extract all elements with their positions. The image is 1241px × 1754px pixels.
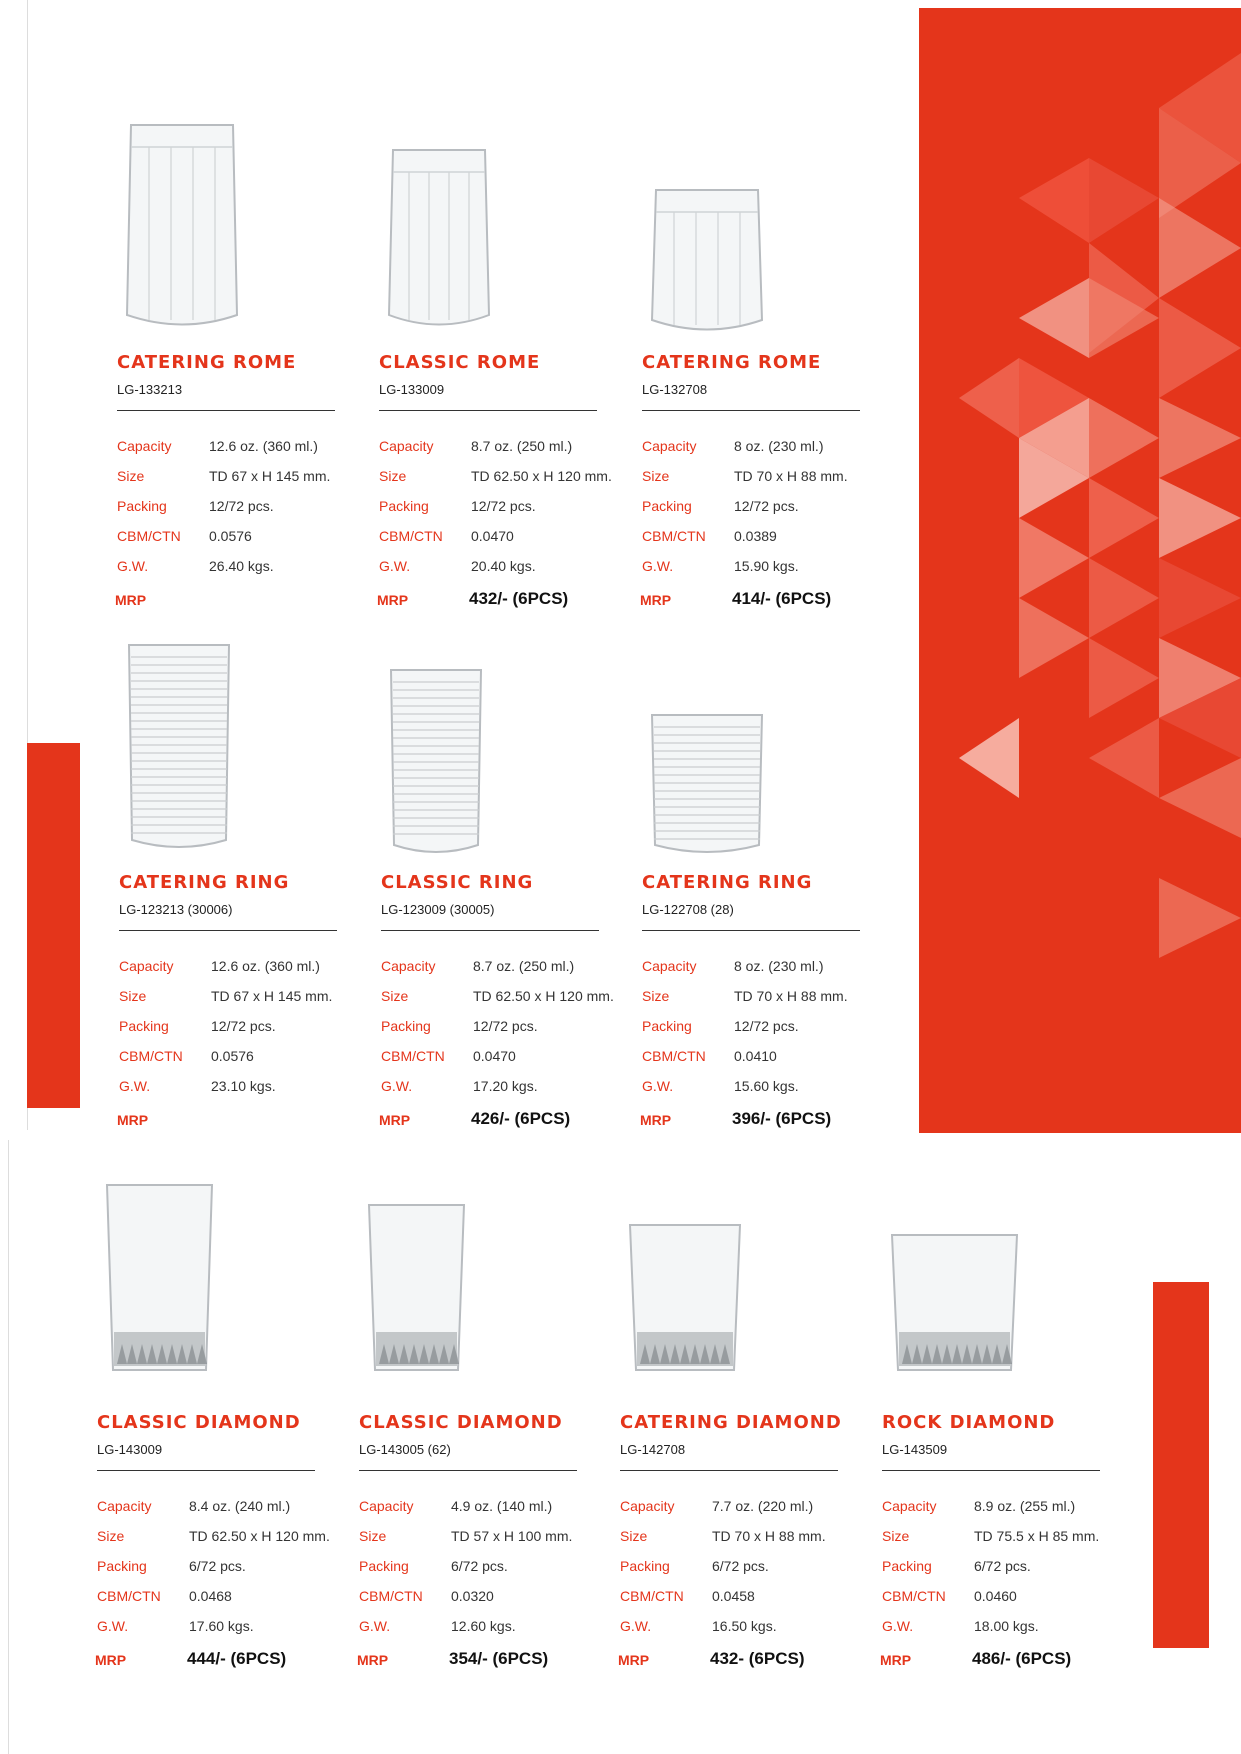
spec-row [117,498,377,518]
spec-label: CBM/CTN [381,1048,445,1064]
product-name: CLASSIC DIAMOND [97,1412,301,1433]
spec-label: G.W. [882,1618,914,1634]
product-name: CATERING RING [119,872,290,893]
mrp-label: MRP [618,1652,650,1668]
spec-value: TD 62.50 x H 120 mm. [473,988,614,1004]
spec-row [119,988,379,1008]
spec-row [882,1588,1142,1608]
spec-label: G.W. [119,1078,151,1094]
product-card [115,120,367,608]
spec-row [620,1528,880,1548]
spec-label: Capacity [97,1498,152,1514]
mrp-label: MRP [640,592,672,608]
spec-row [359,1588,619,1608]
left-edge-line-lower [8,1140,9,1754]
spec-label: G.W. [642,1078,674,1094]
spec-value: 12.6 oz. (360 ml.) [211,958,320,974]
spec-label: Packing [117,498,167,514]
spec-label: Capacity [642,438,697,454]
spec-value: TD 67 x H 145 mm. [209,468,331,484]
spec-label: Packing [379,498,429,514]
spec-value: 8.7 oz. (250 ml.) [473,958,575,974]
product-name: CATERING RING [642,872,813,893]
spec-label: Capacity [119,958,174,974]
spec-label: Size [620,1528,648,1544]
spec-value: TD 67 x H 145 mm. [211,988,333,1004]
spec-label: Capacity [381,958,436,974]
mrp-label: MRP [117,1112,149,1128]
spec-value: 17.20 kgs. [473,1078,538,1094]
spec-value: 6/72 pcs. [712,1558,769,1574]
spec-value: TD 62.50 x H 120 mm. [471,468,612,484]
mrp-row [357,1649,619,1672]
spec-row [359,1498,619,1518]
product-code: LG-133213 [117,382,183,397]
product-card [357,1180,609,1668]
spec-label: Packing [642,1018,692,1034]
spec-label: CBM/CTN [97,1588,161,1604]
mrp-label: MRP [377,592,409,608]
spec-row [97,1618,357,1638]
product-code: LG-143009 [97,1442,163,1457]
spec-value: 15.60 kgs. [734,1078,799,1094]
spec-label: G.W. [379,558,411,574]
spec-value: 0.0458 [712,1588,755,1604]
spec-row [882,1618,1142,1638]
spec-value: 0.0576 [211,1048,254,1064]
spec-label: Size [117,468,145,484]
spec-value: 7.7 oz. (220 ml.) [712,1498,814,1514]
mrp-value: 396/- (6PCS) [732,1109,832,1128]
product-name: CLASSIC RING [381,872,534,893]
spec-label: Packing [381,1018,431,1034]
spec-value: TD 70 x H 88 mm. [734,988,848,1004]
spec-row [882,1558,1142,1578]
spec-row [381,958,641,978]
spec-label: Size [359,1528,387,1544]
glass-image [381,640,581,855]
spec-value: 17.60 kgs. [189,1618,254,1634]
mrp-value: 354/- (6PCS) [449,1649,549,1668]
product-name: CLASSIC DIAMOND [359,1412,563,1433]
spec-value: 12/72 pcs. [211,1018,276,1034]
spec-row [642,1078,902,1098]
spec-value: 0.0410 [734,1048,777,1064]
spec-label: Packing [97,1558,147,1574]
spec-value: TD 75.5 x H 85 mm. [974,1528,1100,1544]
divider [642,410,860,411]
spec-value: 6/72 pcs. [974,1558,1031,1574]
spec-label: G.W. [642,558,674,574]
spec-row [359,1558,619,1578]
spec-row [642,558,902,578]
spec-label: CBM/CTN [119,1048,183,1064]
spec-row [379,558,639,578]
spec-row [642,1018,902,1038]
glass-image [642,640,842,855]
divider [119,930,337,931]
spec-row [642,528,902,548]
spec-label: CBM/CTN [642,1048,706,1064]
spec-row [117,528,377,548]
spec-value: 8 oz. (230 ml.) [734,438,824,454]
divider [620,1470,838,1471]
spec-value: 20.40 kgs. [471,558,536,574]
mrp-value: 486/- (6PCS) [972,1649,1072,1668]
mrp-value: 444/- (6PCS) [187,1649,287,1668]
spec-row [620,1558,880,1578]
spec-value: 8.9 oz. (255 ml.) [974,1498,1076,1514]
spec-row [381,1048,641,1068]
glass-image [359,1180,559,1395]
spec-value: TD 62.50 x H 120 mm. [189,1528,330,1544]
mrp-row [377,589,639,612]
spec-label: Size [379,468,407,484]
spec-label: Size [882,1528,910,1544]
spec-row [97,1498,357,1518]
spec-row [119,1018,379,1038]
spec-row [381,1078,641,1098]
spec-row [642,988,902,1008]
product-code: LG-133009 [379,382,445,397]
spec-row [119,958,379,978]
divider [381,930,599,931]
spec-value: 12/72 pcs. [209,498,274,514]
divider [117,410,335,411]
product-code: LG-142708 [620,1442,686,1457]
spec-label: Size [642,988,670,1004]
spec-label: Capacity [642,958,697,974]
mrp-row [119,1112,379,1132]
spec-value: 6/72 pcs. [189,1558,246,1574]
spec-value: 15.90 kgs. [734,558,799,574]
mrp-row [640,589,902,612]
spec-label: Capacity [117,438,172,454]
spec-value: TD 57 x H 100 mm. [451,1528,573,1544]
spec-row [642,958,902,978]
spec-label: Capacity [620,1498,675,1514]
divider [379,410,597,411]
glass-image [620,1180,820,1395]
glass-image [119,640,319,855]
spec-label: Packing [620,1558,670,1574]
spec-label: G.W. [97,1618,129,1634]
spec-row [359,1528,619,1548]
spec-value: 26.40 kgs. [209,558,274,574]
spec-row [119,1048,379,1068]
spec-row [642,438,902,458]
product-name: ROCK DIAMOND [882,1412,1056,1433]
spec-row [379,438,639,458]
spec-value: TD 70 x H 88 mm. [712,1528,826,1544]
spec-label: G.W. [620,1618,652,1634]
product-code: LG-122708 (28) [642,902,734,917]
spec-value: 12/72 pcs. [734,1018,799,1034]
spec-row [97,1588,357,1608]
spec-value: 8.4 oz. (240 ml.) [189,1498,291,1514]
spec-value: 12.6 oz. (360 ml.) [209,438,318,454]
spec-value: 8.7 oz. (250 ml.) [471,438,573,454]
mrp-label: MRP [115,592,147,608]
mrp-value: 414/- (6PCS) [732,589,832,608]
spec-row [620,1588,880,1608]
spec-value: 0.0576 [209,528,252,544]
spec-label: Size [642,468,670,484]
spec-label: Packing [882,1558,932,1574]
spec-row [642,498,902,518]
spec-label: Packing [642,498,692,514]
spec-row [379,528,639,548]
glass-image [882,1180,1082,1395]
mrp-label: MRP [95,1652,127,1668]
spec-row [620,1618,880,1638]
spec-value: 4.9 oz. (140 ml.) [451,1498,553,1514]
glass-image [117,120,317,335]
spec-label: G.W. [117,558,149,574]
spec-label: CBM/CTN [117,528,181,544]
mrp-label: MRP [640,1112,672,1128]
spec-row [97,1528,357,1548]
spec-value: TD 70 x H 88 mm. [734,468,848,484]
product-card [377,120,629,608]
spec-row [882,1528,1142,1548]
mrp-row [640,1109,902,1132]
divider [882,1470,1100,1471]
mrp-label: MRP [880,1652,912,1668]
product-name: CATERING ROME [117,352,297,373]
spec-value: 16.50 kgs. [712,1618,777,1634]
spec-label: Size [119,988,147,1004]
spec-row [642,468,902,488]
spec-row [119,1078,379,1098]
spec-label: Capacity [882,1498,937,1514]
divider [359,1470,577,1471]
spec-row [117,438,377,458]
spec-label: CBM/CTN [379,528,443,544]
divider [642,930,860,931]
spec-row [117,558,377,578]
spec-row [359,1618,619,1638]
spec-value: 0.0470 [471,528,514,544]
product-card [640,640,892,1128]
glass-image [97,1180,297,1395]
mrp-row [95,1649,357,1672]
mrp-row [880,1649,1142,1672]
spec-value: 0.0389 [734,528,777,544]
spec-value: 23.10 kgs. [211,1078,276,1094]
spec-label: CBM/CTN [642,528,706,544]
spec-label: Size [381,988,409,1004]
spec-label: CBM/CTN [882,1588,946,1604]
spec-value: 12/72 pcs. [734,498,799,514]
spec-label: Capacity [379,438,434,454]
spec-row [381,1018,641,1038]
right-red-bar [1153,1282,1209,1648]
spec-value: 8 oz. (230 ml.) [734,958,824,974]
product-code: LG-143005 (62) [359,1442,451,1457]
spec-value: 12.60 kgs. [451,1618,516,1634]
product-code: LG-123009 (30005) [381,902,495,917]
product-card [640,120,892,608]
mrp-row [618,1649,880,1672]
spec-value: 0.0470 [473,1048,516,1064]
product-card [117,640,369,1128]
product-card [618,1180,870,1668]
product-card [880,1180,1132,1668]
spec-value: 12/72 pcs. [471,498,536,514]
spec-label: CBM/CTN [620,1588,684,1604]
mrp-value: 432- (6PCS) [710,1649,805,1668]
product-code: LG-143509 [882,1442,948,1457]
spec-row [882,1498,1142,1518]
spec-row [381,988,641,1008]
spec-label: CBM/CTN [359,1588,423,1604]
triangle-pattern [919,8,1241,1133]
spec-value: 12/72 pcs. [473,1018,538,1034]
spec-row [97,1558,357,1578]
spec-row [117,468,377,488]
spec-value: 0.0460 [974,1588,1017,1604]
red-triangle-panel [919,8,1241,1133]
spec-value: 18.00 kgs. [974,1618,1039,1634]
left-red-bar [27,743,80,1108]
glass-image [642,120,842,335]
spec-value: 6/72 pcs. [451,1558,508,1574]
mrp-value: 426/- (6PCS) [471,1109,571,1128]
mrp-label: MRP [357,1652,389,1668]
mrp-value: 432/- (6PCS) [469,589,569,608]
product-name: CATERING ROME [642,352,822,373]
spec-label: Size [97,1528,125,1544]
spec-label: Packing [359,1558,409,1574]
spec-label: Packing [119,1018,169,1034]
product-code: LG-132708 [642,382,708,397]
spec-label: G.W. [381,1078,413,1094]
product-name: CLASSIC ROME [379,352,541,373]
spec-label: Capacity [359,1498,414,1514]
divider [97,1470,315,1471]
spec-row [379,498,639,518]
spec-value: 0.0320 [451,1588,494,1604]
mrp-row [117,592,377,612]
product-card [95,1180,347,1668]
product-name: CATERING DIAMOND [620,1412,842,1433]
product-card [379,640,631,1128]
spec-label: G.W. [359,1618,391,1634]
product-code: LG-123213 (30006) [119,902,233,917]
spec-row [379,468,639,488]
mrp-row [379,1109,641,1132]
spec-value: 0.0468 [189,1588,232,1604]
spec-row [620,1498,880,1518]
mrp-label: MRP [379,1112,411,1128]
glass-image [379,120,579,335]
spec-row [642,1048,902,1068]
